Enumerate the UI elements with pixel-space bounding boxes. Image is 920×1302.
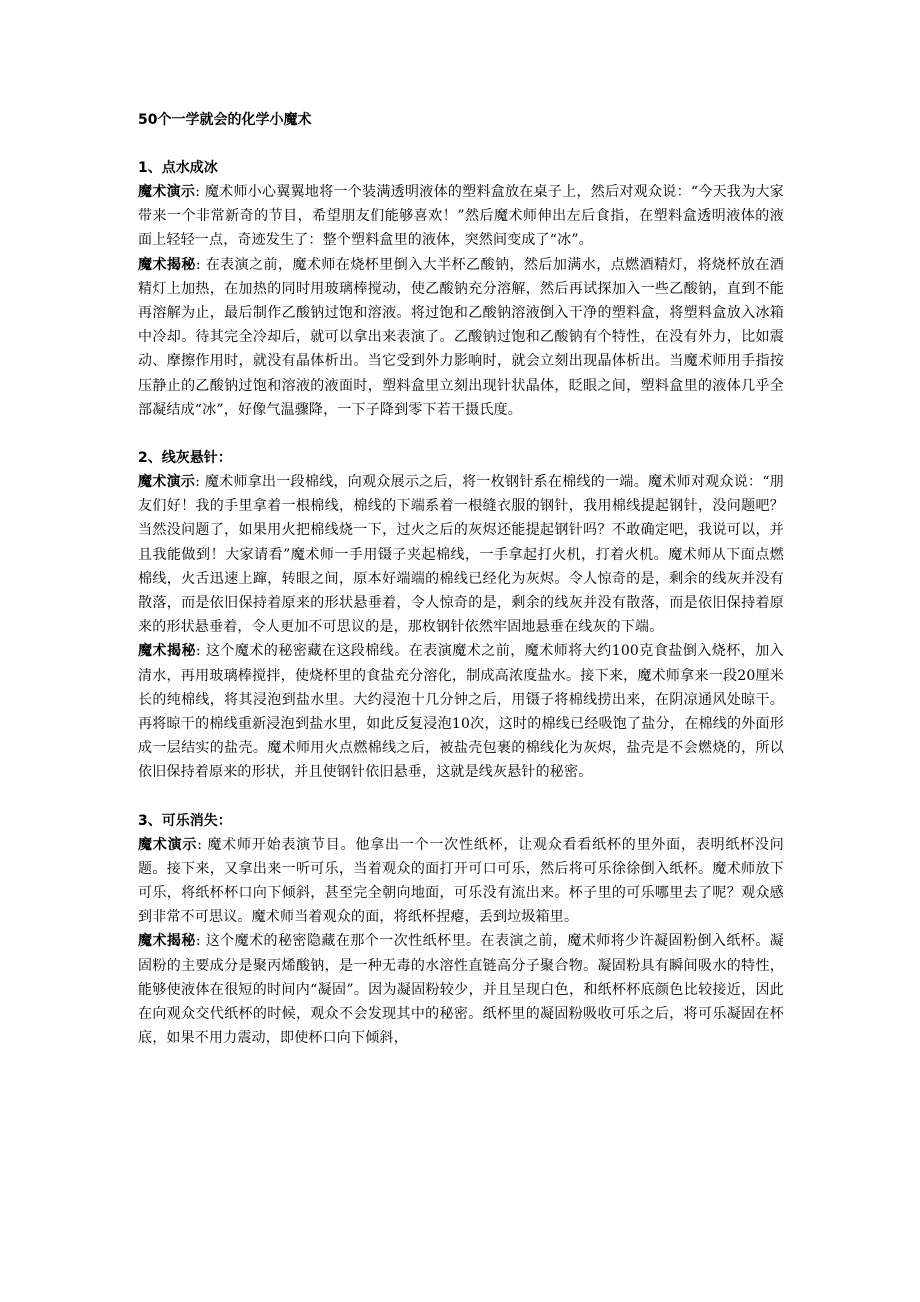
section-heading: 2、线灰悬针： xyxy=(138,450,232,467)
performance-paragraph: 魔术演示: 魔术师小心翼翼地将一个装满透明液体的塑料盒放在桌子上，然后对观众说：“今天我为大家带来一个非常新奇的节目，希望朋友们能够喜欢！”然后魔术师伸出左后食指，在塑料盒透明液体的液面上轻轻一点，奇迹发生了：整个塑料盒里的液体，突然间变成了“冰”。 xyxy=(138,184,784,249)
reveal-label: 魔术揭秘 xyxy=(138,256,196,273)
reveal-paragraph: 魔术揭秘: 在表演之前，魔术师在烧杯里倒入大半杯乙酸钠，然后加满水，点燃酒精灯，将烧杯放在酒精灯上加热，在加热的同时用玻璃棒搅动，使乙酸钠充分溶解，然后再试探加入一些乙酸钠，直到不能再溶解为止，最后制作乙酸钠过饱和溶液。将过饱和乙酸钠溶液倒入干净的塑料盒，将塑料盒放入冰箱中冷却。待其完全冷却后，就可以拿出来表演了。乙酸钠过饱和乙酸钠有个特性，在没有外力，比如震动、摩擦作用时，就没有晶体析出。当它受到外力影响时，就会立刻出现晶体析出。当魔术师用手指按压静止的乙酸钠过饱和溶液的液面时，塑料盒里立刻出现针状晶体，眨眼之间，塑料盒里的液体几乎全部凝结成“冰”，好像气温骤降，一下子降到零下若干摄氏度。 xyxy=(138,256,784,418)
performance-text: 魔术师拿出一段棉线，向观众展示之后，将一枚钢针系在棉线的一端。魔术师对观众说：“朋友们好！我的手里拿着一根棉线，棉线的下端系着一根缝衣服的钢针，我用棉线提起钢针，没问题吧？当然没问题了，如果用火把棉线烧一下，过火之后的灰烬还能提起钢针吗？不敢确定吧，我说可以，并且我能做到！大家请看”魔术师一手用镊子夹起棉线，一手拿起打火机，打着火机。魔术师从下面点燃棉线，火舌迅速上蹿，转眼之间，原本好端端的棉线已经化为灰烬。令人惊奇的是，剩余的线灰并没有散落，而是依旧保持着原来的形状悬垂着，令人惊奇的是，剩余的线灰并没有散落，而是依旧保持着原来的形状悬垂着，令人更加不可思议的是，那枚钢针依然牢固地悬垂在线灰的下端。 xyxy=(138,474,784,636)
reveal-text: 这个魔术的秘密藏在这段棉线。在表演魔术之前，魔术师将大约100克食盐倒入烧杯，加入清水，再用玻璃棒搅拌，使烧杯里的食盐充分溶化，制成高浓度盐水。接下来，魔术师拿来一段20厘米长的纯棉线，将其浸泡到盐水里。大约浸泡十几分钟之后，用镊子将棉线捞出来，在阴凉通风处晾干。再将晾干的棉线重新浸泡到盐水里，如此反复浸泡10次，这时的棉线已经吸饱了盐分，在棉线的外面形成一层结实的盐壳。魔术师用火点燃棉线之后，被盐壳包裹的棉线化为灰烬，盐壳是不会燃烧的，所以依旧保持着原来的形状，并且使钢针依旧悬垂，这就是线灰悬针的秘密。 xyxy=(138,643,784,781)
document-title: 50个一学就会的化学小魔术 xyxy=(138,112,312,128)
performance-paragraph: 魔术演示: 魔术师开始表演节目。他拿出一个一次性纸杯，让观众看看纸杯的里外面，表明纸杯没问题。接下来，又拿出来一听可乐，当着观众的面打开可口可乐，然后将可乐徐徐倒入纸杯。魔术师放下可乐，将纸杯杯口向下倾斜，甚至完全朝向地面，可乐没有流出来。杯子里的可乐哪里去了呢？观众感到非常不可思议。魔术师当着观众的面，将纸杯捏瘪，丢到垃圾箱里。 xyxy=(138,836,784,926)
reveal-paragraph: 魔术揭秘: 这个魔术的秘密藏在这段棉线。在表演魔术之前，魔术师将大约100克食盐倒入烧杯，加入清水，再用玻璃棒搅拌，使烧杯里的食盐充分溶化，制成高浓度盐水。接下来，魔术师拿来一段20厘米长的纯棉线，将其浸泡到盐水里。大约浸泡十几分钟之后，用镊子将棉线捞出来，在阴凉通风处晾干。再将晾干的棉线重新浸泡到盐水里，如此反复浸泡10次，这时的棉线已经吸饱了盐分，在棉线的外面形成一层结实的盐壳。魔术师用火点燃棉线之后，被盐壳包裹的棉线化为灰烬，盐壳是不会燃烧的，所以依旧保持着原来的形状，并且使钢针依旧悬垂，这就是线灰悬针的秘密。 xyxy=(138,643,784,781)
document-page xyxy=(138,108,784,1075)
reveal-label: 魔术揭秘 xyxy=(138,933,196,950)
performance-text: 魔术师开始表演节目。他拿出一个一次性纸杯，让观众看看纸杯的里外面，表明纸杯没问题。接下来，又拿出来一听可乐，当着观众的面打开可口可乐，然后将可乐徐徐倒入纸杯。魔术师放下可乐，将纸杯杯口向下倾斜，甚至完全朝向地面，可乐没有流出来。杯子里的可乐哪里去了呢？观众感到非常不可思议。魔术师当着观众的面，将纸杯捏瘪，丢到垃圾箱里。 xyxy=(138,836,784,926)
reveal-label: 魔术揭秘 xyxy=(138,643,196,660)
reveal-text: 在表演之前，魔术师在烧杯里倒入大半杯乙酸钠，然后加满水，点燃酒精灯，将烧杯放在酒精灯上加热，在加热的同时用玻璃棒搅动，使乙酸钠充分溶解，然后再试探加入一些乙酸钠，直到不能再溶解为止，最后制作乙酸钠过饱和溶液。将过饱和乙酸钠溶液倒入干净的塑料盒，将塑料盒放入冰箱中冷却。待其完全冷却后，就可以拿出来表演了。乙酸钠过饱和乙酸钠有个特性，在没有外力，比如震动、摩擦作用时，就没有晶体析出。当它受到外力影响时，就会立刻出现晶体析出。当魔术师用手指按压静止的乙酸钠过饱和溶液的液面时，塑料盒里立刻出现针状晶体，眨眼之间，塑料盒里的液体几乎全部凝结成“冰”，好像气温骤降，一下子降到零下若干摄氏度。 xyxy=(138,256,784,418)
performance-paragraph: 魔术演示: 魔术师拿出一段棉线，向观众展示之后，将一枚钢针系在棉线的一端。魔术师对观众说：“朋友们好！我的手里拿着一根棉线，棉线的下端系着一根缝衣服的钢针，我用棉线提起钢针，没问题吧？当然没问题了，如果用火把棉线烧一下，过火之后的灰烬还能提起钢针吗？不敢确定吧，我说可以，并且我能做到！大家请看”魔术师一手用镊子夹起棉线，一手拿起打火机，打着火机。魔术师从下面点燃棉线，火舌迅速上蹿，转眼之间，原本好端端的棉线已经化为灰烬。令人惊奇的是，剩余的线灰并没有散落，而是依旧保持着原来的形状悬垂着，令人惊奇的是，剩余的线灰并没有散落，而是依旧保持着原来的形状悬垂着，令人更加不可思议的是，那枚钢针依然牢固地悬垂在线灰的下端。 xyxy=(138,474,784,636)
reveal-paragraph: 魔术揭秘: 这个魔术的秘密隐藏在那个一次性纸杯里。在表演之前，魔术师将少许凝固粉倒入纸杯。凝固粉的主要成分是聚丙烯酸钠，是一种无毒的水溶性直链高分子聚合物。凝固粉具有瞬间吸水的特性，能够使液体在很短的时间内“凝固”。因为凝固粉较少，并且呈现白色，和纸杯杯底颜色比较接近，因此在向观众交代纸杯的时候，观众不会发现其中的秘密。纸杯里的凝固粉吸收可乐之后，将可乐凝固在杯底，如果不用力震动，即使杯口向下倾斜， xyxy=(138,933,784,1047)
performance-text: 魔术师小心翼翼地将一个装满透明液体的塑料盒放在桌子上，然后对观众说：“今天我为大家带来一个非常新奇的节目，希望朋友们能够喜欢！”然后魔术师伸出左后食指，在塑料盒透明液体的液面上轻轻一点，奇迹发生了：整个塑料盒里的液体，突然间变成了“冰”。 xyxy=(138,184,784,249)
section-heading: 1、点水成冰 xyxy=(138,160,218,176)
section-3 xyxy=(138,809,784,1051)
section-1 xyxy=(138,156,784,422)
reveal-text: 这个魔术的秘密隐藏在那个一次性纸杯里。在表演之前，魔术师将少许凝固粉倒入纸杯。凝固粉的主要成分是聚丙烯酸钠，是一种无毒的水溶性直链高分子聚合物。凝固粉具有瞬间吸水的特性，能够使液体在很短的时间内“凝固”。因为凝固粉较少，并且呈现白色，和纸杯杯底颜色比较接近，因此在向观众交代纸杯的时候，观众不会发现其中的秘密。纸杯里的凝固粉吸收可乐之后，将可乐凝固在杯底，如果不用力震动，即使杯口向下倾斜， xyxy=(138,933,784,1047)
performance-label: 魔术演示 xyxy=(138,836,198,853)
performance-label: 魔术演示 xyxy=(138,184,196,200)
section-heading: 3、可乐消失： xyxy=(138,812,232,829)
section-2 xyxy=(138,446,784,785)
performance-label: 魔术演示 xyxy=(138,474,196,491)
